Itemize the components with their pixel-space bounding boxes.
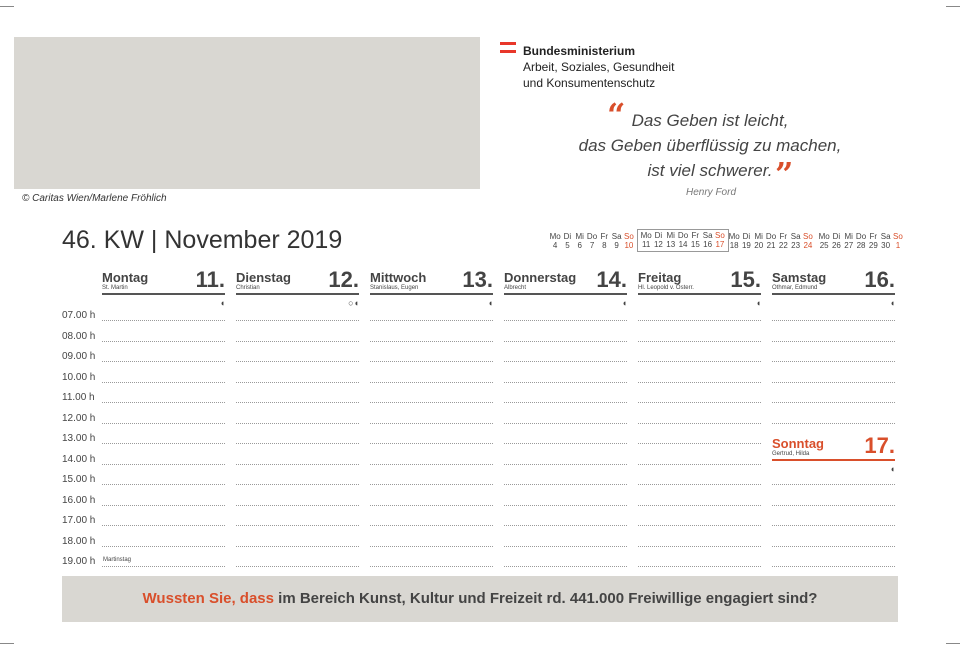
hour-line[interactable]	[236, 341, 359, 342]
mini-calendar-weekdays	[818, 232, 904, 241]
hour-line[interactable]	[638, 464, 761, 465]
austria-flag-icon	[500, 42, 516, 53]
hour-line[interactable]	[638, 484, 761, 485]
hour-line[interactable]	[370, 402, 493, 403]
day-saint: Hl. Leopold v. Österr.	[638, 285, 694, 291]
hour-line[interactable]	[370, 525, 493, 526]
hour-line[interactable]	[102, 484, 225, 485]
ministry-line-1: Bundesministerium	[523, 44, 636, 58]
mini-calendar-date: 18	[729, 241, 739, 250]
hour-label: 07.00 h	[62, 310, 96, 321]
fact-banner-text	[62, 590, 898, 607]
hour-line[interactable]	[102, 382, 225, 383]
mini-calendar-weekdays	[640, 231, 726, 240]
hour-label: 11.00 h	[62, 392, 95, 403]
hour-line[interactable]	[772, 505, 895, 506]
moon-phase-icon: ○◖	[348, 298, 359, 308]
mini-calendar-weekday: Di	[742, 232, 751, 241]
hour-label: 13.00 h	[62, 433, 96, 444]
hour-line[interactable]	[504, 443, 627, 444]
hour-line[interactable]	[638, 443, 761, 444]
mini-calendar-date: 20	[754, 241, 764, 250]
hour-line[interactable]	[772, 402, 895, 403]
hour-line[interactable]	[236, 525, 359, 526]
hour-line[interactable]	[236, 423, 359, 424]
hour-line[interactable]	[370, 361, 493, 362]
hour-line[interactable]	[102, 341, 225, 342]
hour-line[interactable]	[504, 484, 627, 485]
day-header-mittwoch	[370, 267, 493, 310]
hour-line[interactable]	[772, 525, 895, 526]
mini-calendar-weekday: Fr	[691, 231, 700, 240]
mini-calendar-weekday: Mi	[754, 232, 763, 241]
hour-line[interactable]	[504, 505, 627, 506]
hour-line[interactable]	[236, 505, 359, 506]
day-rule	[102, 293, 225, 295]
moon-phase-icon: ◖	[487, 298, 493, 308]
hour-line[interactable]	[504, 320, 627, 321]
crop-mark	[946, 6, 960, 7]
day-name: Sonntag	[772, 436, 824, 451]
quote-text	[540, 108, 880, 183]
hour-label: 08.00 h	[62, 330, 96, 342]
mini-calendar-weekday: Di	[563, 232, 572, 241]
mini-calendar-weekday: Do	[855, 232, 867, 241]
hour-line[interactable]	[102, 361, 225, 362]
mini-calendar-date: 24	[803, 241, 813, 250]
day-saint: St. Martin	[102, 285, 128, 291]
day-saint: Albrecht	[504, 285, 527, 291]
hour-line[interactable]	[370, 546, 493, 547]
ministry-line-2: Arbeit, Soziales, Gesundheit	[523, 60, 675, 74]
mini-calendar-weekday: Sa	[880, 232, 891, 241]
hour-line[interactable]	[504, 402, 627, 403]
hour-line[interactable]	[236, 464, 359, 465]
hour-label: 12.00 h	[62, 412, 96, 424]
hour-line[interactable]	[236, 566, 359, 567]
mini-calendar-weekdays	[728, 232, 814, 241]
mini-calendar-date: 22	[778, 241, 788, 250]
hour-line[interactable]	[772, 361, 895, 362]
hour-line[interactable]	[772, 320, 895, 321]
hour-line[interactable]	[370, 423, 493, 424]
hour-line[interactable]	[236, 402, 359, 403]
photo-credit: © Caritas Wien/Marlene Fröhlich	[22, 193, 167, 204]
mini-calendar-dates	[818, 241, 904, 250]
mini-calendar-date: 25	[819, 241, 829, 250]
hour-line[interactable]	[772, 382, 895, 383]
day-saint: Othmar, Edmund	[772, 285, 818, 291]
mini-calendar-weekday: Fr	[779, 232, 788, 241]
moon-phase-icon: ◖	[755, 298, 761, 308]
hour-line[interactable]	[370, 464, 493, 465]
day-header-samstag	[772, 267, 895, 310]
day-header-sonntag	[772, 433, 895, 476]
mini-calendar-date: 28	[856, 241, 866, 250]
hour-label: 19.00 h	[62, 556, 96, 567]
fact-banner	[62, 576, 898, 622]
mini-calendar-date: 21	[766, 241, 776, 250]
quote-line-3: ist viel schwerer.	[647, 161, 773, 180]
mini-calendar	[549, 232, 635, 250]
hour-line[interactable]	[504, 464, 627, 465]
hour-line[interactable]	[638, 525, 761, 526]
hour-label: 09.00 h	[62, 351, 96, 362]
mini-calendar-weekday: Mo	[818, 232, 830, 241]
hour-line[interactable]	[102, 443, 225, 444]
mini-calendar-weekday: Mi	[844, 232, 853, 241]
hour-label: 17.00 h	[62, 515, 96, 526]
mini-calendar-weekday: Mo	[549, 232, 561, 241]
mini-calendar-weekday: Do	[677, 231, 689, 240]
mini-calendar-date: 27	[844, 241, 854, 250]
day-rule	[504, 293, 627, 295]
week-title: 46. KW | November 2019	[62, 226, 343, 254]
day-number: 11.	[195, 267, 225, 292]
quote-line-1: Das Geben ist leicht,	[631, 111, 789, 130]
day-rule	[772, 293, 895, 295]
hour-line[interactable]	[638, 423, 761, 424]
hour-label: 10.00 h	[62, 371, 96, 383]
mini-calendar-weekday: Fr	[600, 232, 609, 241]
hour-line[interactable]	[638, 341, 761, 342]
hour-line[interactable]	[102, 546, 225, 547]
mini-calendar-weekday: So	[893, 232, 903, 241]
mini-calendar-date: 23	[791, 241, 801, 250]
fact-banner-lead: Wussten Sie, dass	[142, 590, 274, 607]
hour-line[interactable]	[638, 382, 761, 383]
hour-line[interactable]	[370, 341, 493, 342]
day-header-dienstag	[236, 267, 359, 310]
hour-line[interactable]	[772, 546, 895, 547]
crop-mark	[0, 643, 14, 644]
day-header-freitag	[638, 267, 761, 310]
mini-calendar-date: 17	[715, 240, 725, 249]
hour-line[interactable]	[638, 566, 761, 567]
mini-calendar-weekday: Do	[765, 232, 777, 241]
crop-mark	[946, 643, 960, 644]
mini-calendar-date: 29	[868, 241, 878, 250]
ministry-logo-text	[523, 43, 674, 91]
day-name: Donnerstag	[504, 270, 577, 285]
day-name: Samstag	[772, 270, 827, 285]
hour-line[interactable]	[638, 546, 761, 547]
moon-phase-icon: ◖	[889, 298, 895, 308]
hour-line[interactable]	[638, 361, 761, 362]
mini-calendar-date: 19	[741, 241, 751, 250]
day-rule	[638, 293, 761, 295]
mini-calendar-date: 30	[881, 241, 891, 250]
hour-line[interactable]	[504, 382, 627, 383]
hour-label: 16.00 h	[62, 494, 96, 506]
mini-calendar-date: 10	[624, 241, 634, 250]
mini-calendar-weekday: Mi	[575, 232, 584, 241]
hour-line[interactable]	[504, 546, 627, 547]
hour-line[interactable]	[370, 484, 493, 485]
mini-calendar-weekday: Mo	[728, 232, 740, 241]
mini-calendar-date: 9	[614, 241, 619, 250]
hour-line[interactable]	[236, 320, 359, 321]
mini-calendar-date: 5	[565, 241, 570, 250]
day-rule	[772, 459, 895, 461]
mini-calendar-dates	[728, 241, 814, 250]
hour-line[interactable]	[236, 546, 359, 547]
mini-calendar-weekday: So	[624, 232, 634, 241]
mini-calendar-date: 7	[589, 241, 595, 250]
day-saint: Gertrud, Hilda	[772, 451, 810, 457]
day-rule	[370, 293, 493, 295]
quote-open-mark: “	[607, 96, 626, 134]
mini-calendar-date: 16	[703, 240, 713, 249]
mini-calendar-date: 1	[895, 241, 901, 250]
quote-line-2: das Geben überflüssig zu machen,	[578, 136, 842, 155]
day-number: 13.	[462, 267, 493, 292]
hour-line[interactable]	[236, 382, 359, 383]
mini-calendar	[637, 229, 729, 252]
hour-line[interactable]	[370, 320, 493, 321]
mini-calendar-weekday: Di	[832, 232, 841, 241]
mini-calendar-weekday: Sa	[790, 232, 801, 241]
mini-calendar-weekday: Di	[654, 231, 663, 240]
mini-calendar-date: 12	[653, 240, 663, 249]
day-number: 17.	[864, 433, 895, 458]
fact-banner-rest: im Bereich Kunst, Kultur und Freizeit rd. 441.000 Freiwillige engagiert sind?	[274, 590, 818, 607]
day-number: 14.	[596, 267, 627, 292]
day-name: Mittwoch	[370, 270, 427, 285]
photo-caption-bar	[14, 37, 480, 189]
hour-line[interactable]	[772, 423, 895, 424]
ministry-line-3: und Konsumentenschutz	[523, 76, 656, 90]
mini-calendar-weekday: Sa	[611, 232, 622, 241]
day-rule	[236, 293, 359, 295]
monday-note: Martinstag	[103, 557, 132, 563]
mini-calendar-date: 15	[690, 240, 700, 249]
hour-line[interactable]	[504, 423, 627, 424]
hour-line[interactable]	[638, 320, 761, 321]
mini-calendar-date: 26	[831, 241, 841, 250]
hour-line[interactable]	[370, 505, 493, 506]
hour-line[interactable]	[370, 566, 493, 567]
hour-line[interactable]	[102, 505, 225, 506]
hour-line[interactable]	[102, 423, 225, 424]
hour-line[interactable]	[102, 566, 225, 567]
quote-close-mark: ”	[775, 155, 794, 193]
mini-calendar-weekday: Fr	[869, 232, 878, 241]
mini-calendar-date: 14	[678, 240, 688, 249]
mini-calendar-dates	[549, 241, 635, 250]
mini-calendar-weekday: So	[715, 231, 725, 240]
moon-phase-icon: ◖	[219, 298, 225, 308]
mini-calendar-weekdays	[549, 232, 635, 241]
hour-line[interactable]	[370, 443, 493, 444]
hour-line[interactable]	[102, 402, 225, 403]
mini-calendar-weekday: Mo	[640, 231, 652, 240]
hour-line[interactable]	[102, 525, 225, 526]
day-number: 15.	[730, 267, 761, 292]
hour-line[interactable]	[504, 361, 627, 362]
hour-label: 15.00 h	[62, 474, 96, 485]
hour-line[interactable]	[638, 505, 761, 506]
mini-calendar	[818, 232, 904, 250]
day-name: Dienstag	[236, 270, 291, 285]
mini-calendar-weekday: So	[803, 232, 813, 241]
day-saint: Stanislaus, Eugen	[370, 285, 419, 291]
quote-author: Henry Ford	[686, 187, 737, 198]
hour-line[interactable]	[236, 361, 359, 362]
moon-phase-icon: ◖	[621, 298, 627, 308]
crop-mark	[0, 6, 14, 7]
hour-line[interactable]	[370, 382, 493, 383]
day-name: Montag	[102, 270, 149, 285]
day-name: Freitag	[638, 270, 682, 285]
day-number: 16.	[864, 267, 895, 292]
day-number: 12.	[328, 267, 359, 292]
mini-calendar-weekday: Sa	[702, 231, 713, 240]
mini-calendar-weekday: Mi	[666, 231, 675, 240]
hour-line[interactable]	[236, 443, 359, 444]
hour-line[interactable]	[772, 341, 895, 342]
hour-line[interactable]	[638, 402, 761, 403]
hour-line[interactable]	[236, 484, 359, 485]
day-saint: Christian	[236, 285, 260, 291]
hour-line[interactable]	[504, 566, 627, 567]
hour-line[interactable]	[102, 320, 225, 321]
mini-calendar-date: 4	[552, 241, 558, 250]
mini-calendar-date: 13	[666, 240, 676, 249]
hour-label: 14.00 h	[62, 453, 96, 465]
mini-calendar-date: 6	[577, 241, 582, 250]
day-header-montag	[102, 267, 225, 310]
hour-line[interactable]	[102, 464, 225, 465]
hour-line[interactable]	[504, 341, 627, 342]
mini-calendar	[728, 232, 814, 250]
mini-calendar-dates	[640, 240, 726, 249]
hour-line[interactable]	[504, 525, 627, 526]
mini-calendar-date: 11	[641, 240, 651, 249]
hour-label: 18.00 h	[62, 535, 96, 547]
day-header-donnerstag	[504, 267, 627, 310]
hour-line[interactable]	[772, 484, 895, 485]
mini-calendar-date: 8	[602, 241, 607, 250]
hour-line[interactable]	[772, 566, 895, 567]
mini-calendar-weekday: Do	[586, 232, 598, 241]
moon-phase-icon: ◖	[889, 464, 895, 474]
